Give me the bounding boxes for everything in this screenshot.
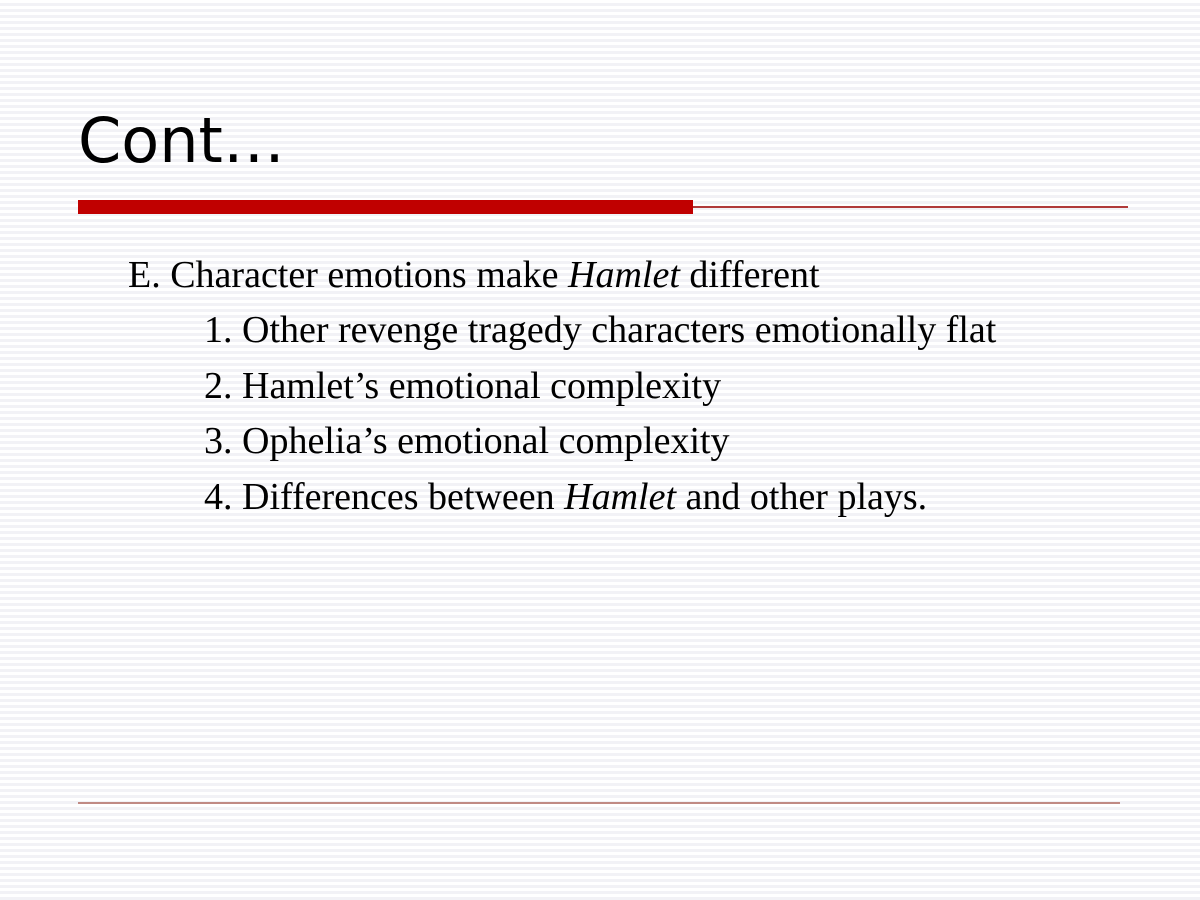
body-text: 3. Ophelia’s emotional complexity xyxy=(128,420,730,463)
body-line-3 xyxy=(128,414,1088,469)
body-text: E. Character emotions make xyxy=(128,254,569,296)
body-text: different xyxy=(679,254,820,296)
page-title: Cont… xyxy=(78,104,285,177)
emphasis-text: Hamlet xyxy=(568,254,680,296)
body-line-e xyxy=(128,248,1088,303)
body-line-2 xyxy=(128,359,1088,414)
body-line-1 xyxy=(128,303,1088,358)
body-text: 2. Hamlet’s emotional complexity xyxy=(128,364,722,407)
emphasis-text: Hamlet xyxy=(564,475,677,518)
body-text: 1. Other revenge tragedy characters emotionally flat xyxy=(128,309,997,352)
body-line-4 xyxy=(128,470,1088,525)
body-text: 4. Differences between xyxy=(128,475,565,518)
title-accent-bar xyxy=(78,200,693,214)
slide-body xyxy=(128,248,1088,525)
body-text: and other plays. xyxy=(676,475,928,518)
footer-divider xyxy=(78,802,1120,804)
